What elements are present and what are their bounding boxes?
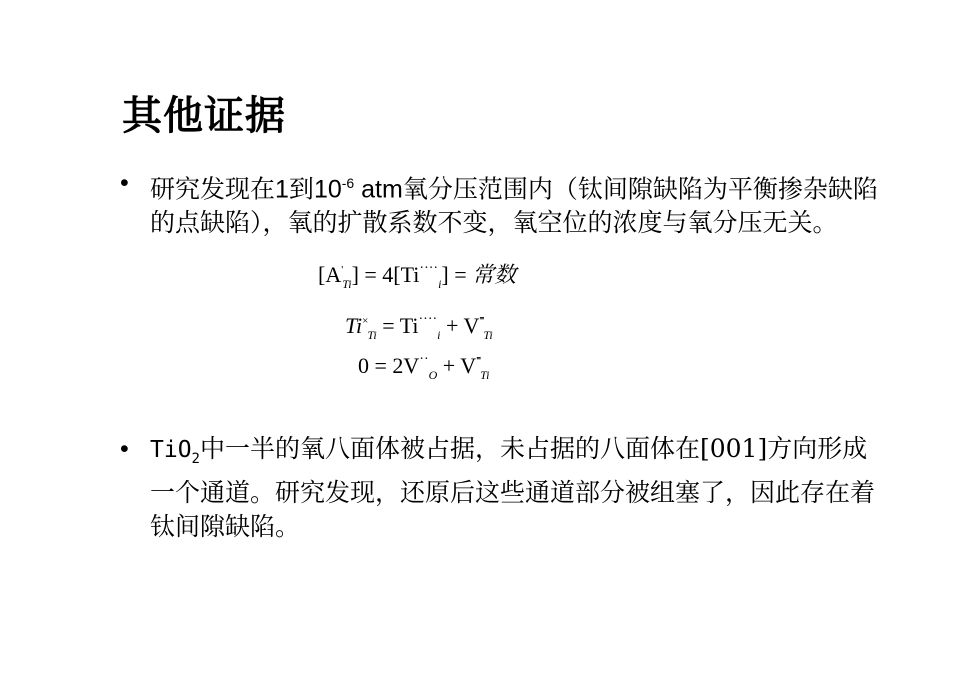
eq3-a-sub: O <box>428 368 438 382</box>
eq2-a: Ti <box>345 313 363 338</box>
eq1-lhs-sup: ' <box>341 264 343 276</box>
eq3-c-sub: Ti <box>480 368 490 382</box>
bullet-1 <box>120 166 880 240</box>
eq1-mid: ] = 4[Ti <box>351 262 420 287</box>
bullet-2-text <box>150 432 880 544</box>
eq2-b: = Ti <box>376 313 419 338</box>
equation-2 <box>345 312 493 343</box>
bullet-1-text-f: 氧分压范围内（钛间隙缺陷为平衡掺杂缺陷的点缺陷），氧的扩散系数不变，氧空位的浓度与氧分压无关。 <box>150 174 878 238</box>
eq2-c-sub: Ti <box>483 328 493 342</box>
bullet-2-text-b: 中一半的氧八面体被占据，未占据的八面体在[001]方向形成一个通道。研究发现，还原后这些通道部分被组塞了，因此存在着钛间隙缺陷。 <box>150 434 876 541</box>
bullet-marker: • <box>120 169 129 197</box>
bullet-1-text <box>150 166 880 240</box>
bullet-1-num-1: 1 <box>275 175 289 204</box>
bullet-2-formula: TiO <box>150 437 192 463</box>
bullet-marker: • <box>120 435 129 463</box>
eq1-constant: 常数 <box>472 262 517 287</box>
eq1-rhs: ] = <box>441 262 473 287</box>
eq1-lhs-sub: Ti <box>342 277 352 291</box>
eq3-a: 0 = 2V <box>358 353 420 378</box>
eq1-mid-sup: ···· <box>419 261 439 276</box>
slide-title: 其他证据 <box>122 92 286 139</box>
eq3-c: + V <box>437 353 477 378</box>
eq1-mid-sub: i <box>438 277 442 291</box>
bullet-1-unit: atm <box>354 175 403 204</box>
eq2-b-sub: i <box>437 328 441 342</box>
eq2-a-sub: Ti <box>367 328 377 342</box>
bullet-1-num-10: 10 <box>313 175 342 204</box>
equation-3 <box>358 352 490 383</box>
bullet-1-text-a: 研究发现在 <box>150 174 276 204</box>
eq1-lhs: [A <box>318 262 342 287</box>
eq2-c-sup: '''' <box>479 315 484 327</box>
eq2-b-sup: ···· <box>418 312 438 327</box>
bullet-2 <box>120 432 880 544</box>
equation-1 <box>318 258 516 292</box>
eq3-a-sup: ·· <box>419 352 429 367</box>
bullet-1-text-c: 到 <box>288 174 314 204</box>
eq3-c-sup: '''' <box>476 355 481 367</box>
eq2-c: + V <box>440 313 480 338</box>
eq2-a-sup: × <box>362 315 368 327</box>
bullet-1-exponent: -6 <box>341 175 355 191</box>
bullet-2-formula-sub: 2 <box>191 451 200 467</box>
